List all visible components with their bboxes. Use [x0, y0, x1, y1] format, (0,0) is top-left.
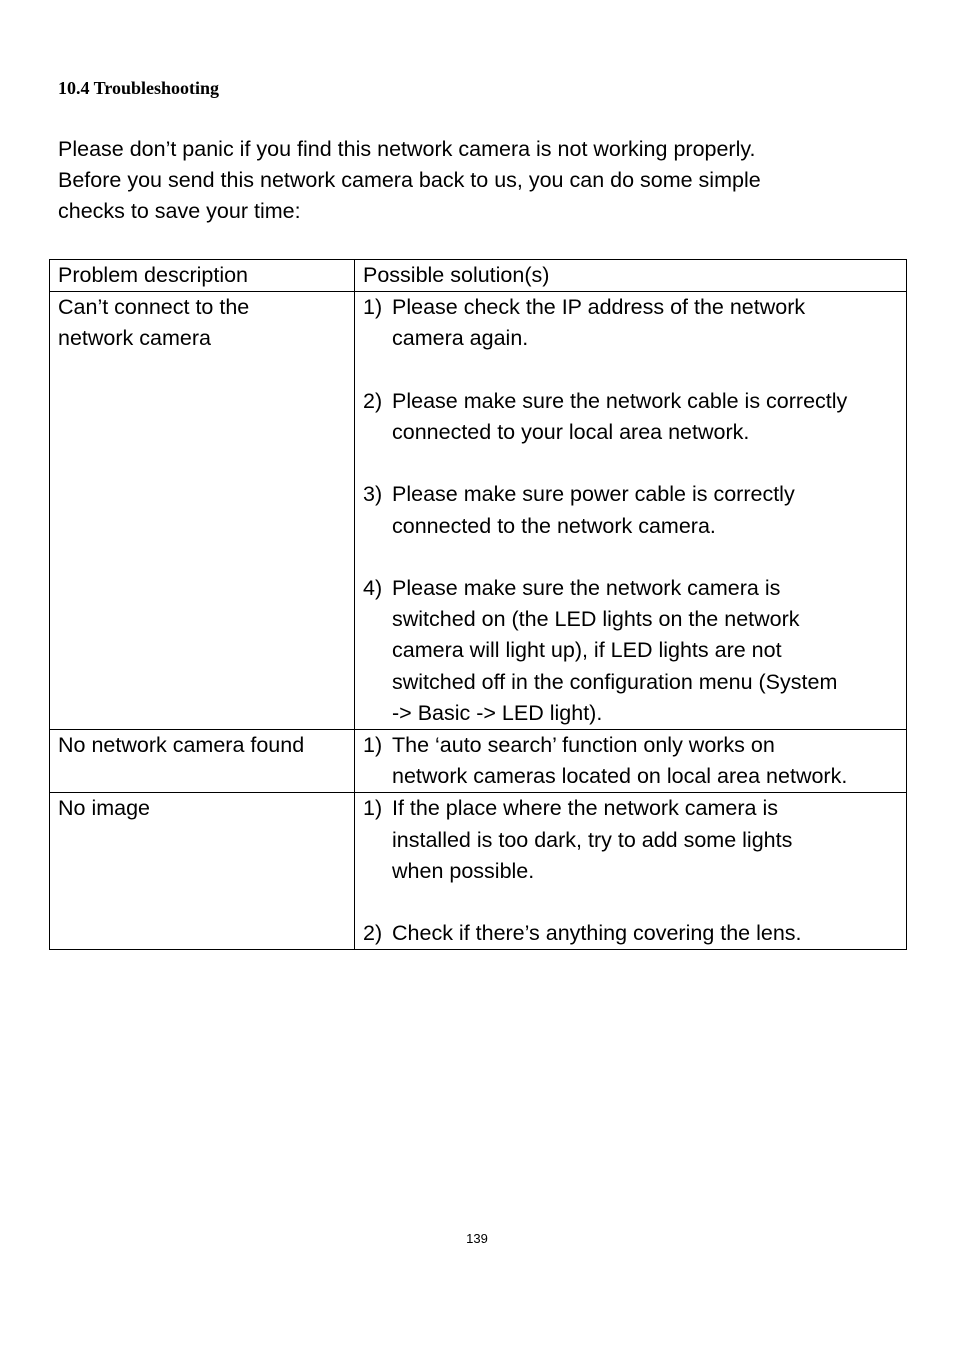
solution-number: 1): [363, 796, 383, 821]
solution-line: camera will light up), if LED lights are not: [392, 638, 782, 663]
column-header-problem: Problem description: [50, 260, 355, 292]
solution-item: [363, 730, 898, 792]
solution-line: camera again.: [392, 326, 529, 351]
solution-number: 2): [363, 388, 383, 413]
solution-text: [392, 292, 898, 354]
solution-line: If the place where the network camera is: [392, 796, 778, 821]
table-row: [50, 730, 907, 793]
section-heading: 10.4 Troubleshooting: [58, 78, 220, 98]
column-header-solutions: Possible solution(s): [355, 260, 907, 292]
solution-line: switched off in the configuration menu (System: [392, 669, 838, 694]
table-row: [50, 793, 907, 950]
troubleshooting-table: [49, 259, 907, 950]
solution-line: Check if there’s anything covering the lens.: [392, 921, 802, 946]
problem-line: network camera: [58, 326, 211, 351]
solution-number: 1): [363, 733, 383, 757]
solution-item: [363, 918, 898, 949]
solutions-cell: [355, 292, 907, 730]
solution-line: Please make sure power cable is correctly: [392, 482, 795, 507]
solution-line: Please make sure the network cable is correctly: [392, 388, 848, 413]
intro-line: Before you send this network camera back to us, you can do some simple: [58, 168, 761, 193]
solution-line: Please check the IP address of the network: [392, 295, 806, 320]
solution-list: [363, 730, 898, 792]
table-row: [50, 292, 907, 730]
solution-line: when possible.: [392, 858, 535, 883]
solution-line: connected to the network camera.: [392, 513, 716, 538]
solution-number: 1): [363, 295, 383, 320]
solution-text: [392, 730, 898, 792]
problem-cell: [50, 292, 355, 730]
solution-number: 3): [363, 482, 383, 507]
solution-list: [363, 292, 898, 729]
solution-number: 4): [363, 575, 383, 600]
problem-line: No network camera found: [58, 733, 305, 757]
solution-text: [392, 918, 898, 949]
solution-item: [363, 573, 898, 729]
solution-line: -> Basic -> LED light).: [392, 700, 603, 725]
solution-line: connected to your local area network.: [392, 420, 750, 444]
intro-paragraph: [58, 134, 898, 228]
solution-text: [392, 386, 898, 448]
solution-item: [363, 793, 898, 887]
problem-cell: [50, 793, 355, 950]
page-number: 139: [466, 1231, 488, 1246]
solution-text: [392, 793, 898, 887]
intro-line: checks to save your time:: [58, 199, 301, 224]
solution-item: [363, 292, 898, 354]
solution-text: [392, 573, 898, 729]
solution-list: [363, 793, 898, 949]
solution-text: [392, 479, 898, 541]
problem-cell: [50, 730, 355, 793]
problem-line: Can’t connect to the: [58, 295, 250, 320]
problem-line: No image: [58, 796, 151, 821]
solution-line: Please make sure the network camera is: [392, 575, 781, 600]
solutions-cell: [355, 730, 907, 793]
solution-line: network cameras located on local area network.: [392, 764, 848, 789]
solution-line: switched on (the LED lights on the network: [392, 607, 800, 632]
intro-line: Please don’t panic if you find this network camera is not working properly.: [58, 137, 756, 161]
solution-line: The ‘auto search’ function only works on: [392, 733, 775, 757]
solution-number: 2): [363, 921, 383, 946]
solution-line: installed is too dark, try to add some lights: [392, 827, 793, 852]
solution-item: [363, 479, 898, 541]
table-header-row: [50, 260, 907, 292]
solution-item: [363, 386, 898, 448]
solutions-cell: [355, 793, 907, 950]
